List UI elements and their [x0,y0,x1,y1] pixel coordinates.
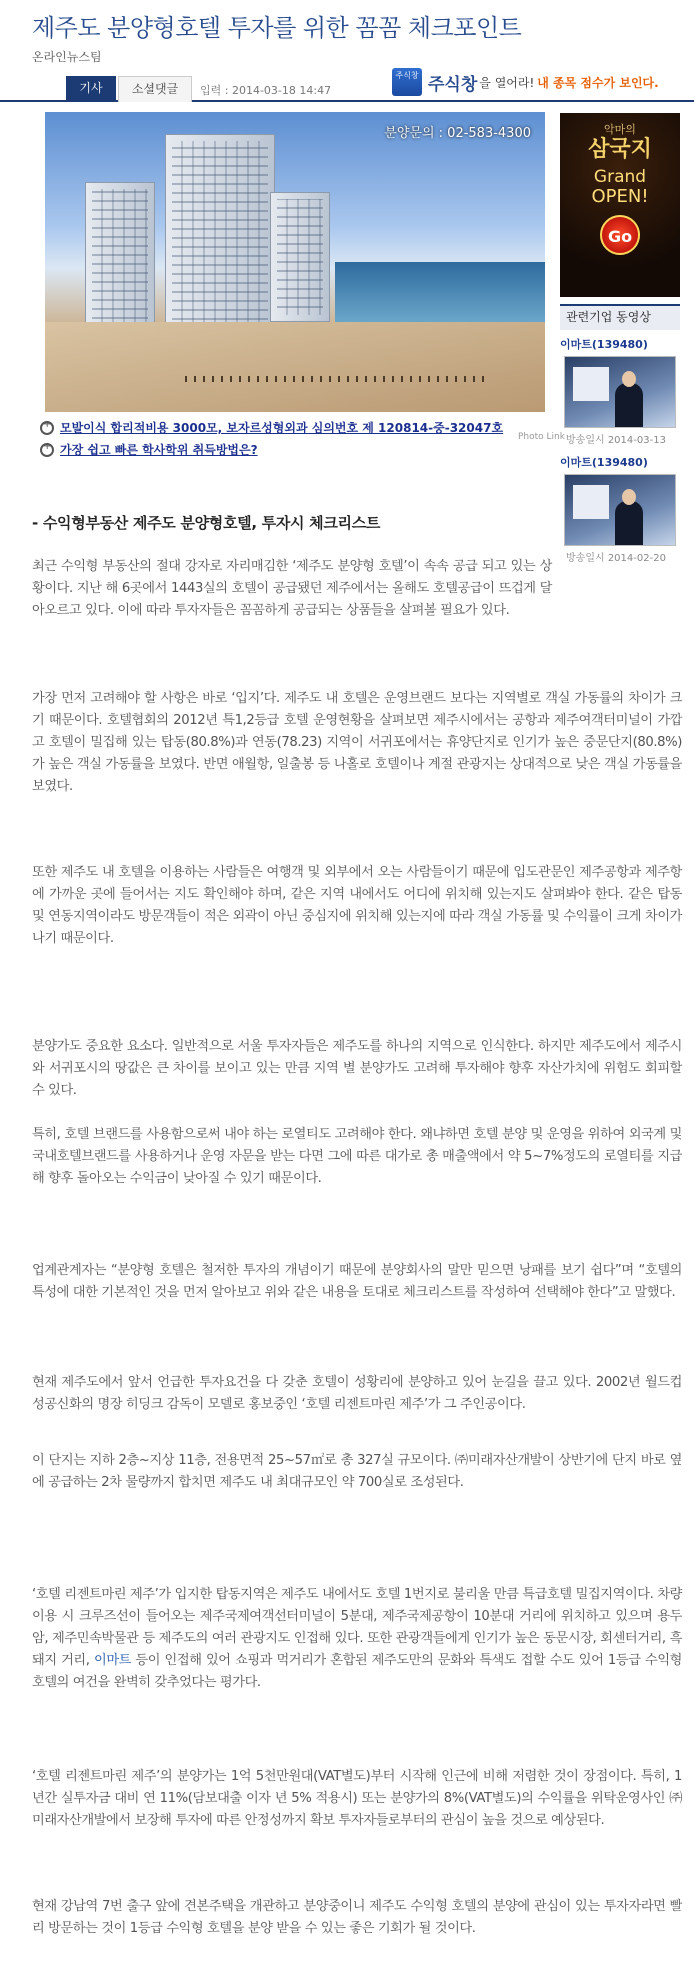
article-subhead: - 수익형부동산 제주도 분양형호텔, 투자시 체크리스트 [32,514,381,532]
paragraph: 또한 제주도 내 호텔을 이용하는 사람들은 여행객 및 외부에서 오는 사람들이기 때문에 입도관문인 제주공항과 제주항에 가까운 곳에 들어서는 지도 확인해야 하며, 같은 지역 내에서도 어디에 위치해 있는지도 살펴봐야 한다. 같은 탑동 및 연동지역이라도 방문객들이 적은 외곽이 아닌 중심지에 위치해 있는지에 따라 객실 가동률 및 수익률이 크게 차이가 나기 때문이다. [32,865,682,946]
photo-building-main [165,134,275,334]
emart-link[interactable]: 이마트 [93,1653,132,1668]
sales-phone: 분양문의 : 02-583-4300 [384,126,531,141]
video-company[interactable]: 이마트(139480) [560,456,648,469]
publish-date: 입력 : 2014-03-18 14:47 [200,84,332,97]
stock-app-promo[interactable] [392,66,659,98]
related-videos-header: 관련기업 동영상 [560,304,680,330]
tab-social-comments[interactable]: 소셜댓글 [118,76,192,102]
video-thumbnail[interactable] [564,356,676,428]
photo-link-logo[interactable]: Photo Link [518,432,565,442]
photo-sea [335,262,545,322]
stock-app-logo-icon: 주식창 [392,68,422,96]
ad-line2: 삼국지 [588,137,652,162]
photo-building-left [85,182,155,342]
ad-line1: 악마의 [604,123,636,136]
photo-beach [45,322,545,412]
promo-brand: 주식창 [428,74,478,95]
paragraph: 이 단지는 지하 2층~지상 11층, 전용면적 25~57㎡로 총 327실 규모이다. ㈜미래자산개발이 상반기에 단지 바로 옆에 공급하는 2차 물량까지 합치면 제주도 내 최대규모인 약 700실로 조성된다. [32,1453,682,1490]
article-source: 온라인뉴스팀 [32,50,102,64]
video-item[interactable] [560,454,680,564]
ad-go-button[interactable]: Go [600,215,640,255]
promo-text: 을 열어라! [479,75,535,90]
ad-line3: Grand [593,167,647,187]
ad-link-text[interactable]: 가장 쉽고 빠른 학사학위 취득방법은? [60,443,258,457]
paragraph: 업계관계자는 “분양형 호텔은 철저한 투자의 개념이기 때문에 분양회사의 말만 믿으면 낭패를 보기 쉽다”며 “호텔의 특성에 대한 기본적인 것을 먼저 알아보고 위와 같은 내용을 토대로 체크리스트를 작성하여 선택해야 한다”고 말했다. [32,1263,682,1300]
article-tabbar [0,71,694,102]
video-item[interactable] [560,336,680,446]
video-air-date: 방송일시 2014-02-20 [566,553,666,564]
ad-link-text[interactable]: 모발이식 합리적비용 3000모, 보자르성형외과 심의번호 제 120814-중-32047호 [60,421,504,435]
ad-link-1[interactable] [40,419,503,436]
video-thumbnail[interactable] [564,474,676,546]
paragraph: 가장 먼저 고려해야 할 사항은 바로 ‘입지’다. 제주도 내 호텔은 운영브랜드 보다는 지역별로 객실 가동률의 차이가 크기 때문이다. 호텔협회의 2012년 특1,2등급 호텔 운영현황을 살펴보면 제주시에서는 공항과 제주여객터미널이 가깝고 호텔이 밀집해 있는 탑동(80.8%)과 연동(78.23) 지역이 서귀포에서는 휴양단지로 인기가 높은 중문단지(80.8%)가 높은 객실 가동률을 보였다. 반면 애월항, 일출봉 등 나홀로 호텔이나 계절 관광지는 상대적으로 낮은 객실 가동률을 보였다. [32,691,682,794]
photo-building-right [270,192,330,322]
paragraph: 특히, 호텔 브랜드를 사용함으로써 내야 하는 로열티도 고려해야 한다. 왜냐하면 호텔 분양 및 운영을 위하여 외국계 및 국내호텔브랜드를 사용하거나 운영 자문을 받는 다면 그에 따른 대가로 총 매출액에서 약 5~7%정도의 로열티를 지급해 향후 돌아오는 수익금이 낮아질 수 있기 때문이다. [32,1127,682,1186]
tab-article[interactable]: 기사 [66,76,116,102]
video-air-date: 방송일시 2014-03-13 [566,435,666,446]
photo-people [185,376,485,382]
promo-highlight: 내 종목 점수가 보인다. [537,75,659,90]
ad-link-2[interactable] [40,441,258,458]
magnifier-plus-icon [40,443,54,457]
article-title: 제주도 분양형호텔 투자를 위한 꼼꼼 체크포인트 [32,14,522,42]
paragraph: 분양가도 중요한 요소다. 일반적으로 서울 투자자들은 제주도를 하나의 지역으로 인식한다. 하지만 제주도에서 제주시와 서귀포시의 땅값은 큰 차이를 보이고 있는 만큼 지역 별 분양가도 고려해 투자해야 향후 자산가치에 위험도 회피할 수 있다. [32,1039,682,1098]
paragraph: ‘호텔 리젠트마린 제주’가 입지한 탑동지역은 제주도 내에서도 호텔 1번지로 불리울 만큼 특급호텔 밀집지역이다. 차량 이용 시 크루즈선이 들어오는 제주국제여객선터미널이 5분대, 제주국제공항이 10분대 거리에 위치하고 있으며 용두암, 제주민속박물관 등 제주도의 여러 관광지도 인접해 있다. 또한 관광객들에게 인기가 높은 동문시장, 회센터거리, 흑돼지 거리, 이마트 등이 인접해 있어 쇼핑과 먹거리가 혼합된 제주도만의 문화와 특색도 접할 수도 있어 1등급 수익형 호텔의 여건을 완벽히 갖추었다는 평가다. [32,1587,682,1690]
paragraph: 현재 강남역 7번 출구 앞에 견본주택을 개관하고 분양중이니 제주도 수익형 호텔의 분양에 관심이 있는 투자자라면 빨리 방문하는 것이 1등급 수익형 호텔을 분양 받을 수 있는 좋은 기회가 될 것이다. [32,1899,682,1936]
paragraph: 최근 수익형 부동산의 절대 강자로 자리매김한 ‘제주도 분양형 호텔’이 속속 공급 되고 있는 상황이다. 지난 해 6곳에서 1443실의 호텔이 공급됐던 제주에서는 올해도 호텔공급이 뜨겁게 달아오르고 있다. 이에 따라 투자자들은 꼼꼼하게 공급되는 상품들을 살펴볼 필요가 있다. [32,559,552,618]
hotel-photo [45,112,545,412]
game-banner-ad[interactable] [560,113,680,297]
magnifier-plus-icon [40,421,54,435]
paragraph: 현재 제주도에서 앞서 언급한 투자요건을 다 갖춘 호텔이 성황리에 분양하고 있어 눈길을 끌고 있다. 2002년 월드컵 성공신화의 명장 히딩크 감독이 모델로 홍보중인 ‘호텔 리젠트마린 제주’가 그 주인공이다. [32,1375,682,1412]
ad-line4: OPEN! [591,186,649,207]
paragraph: ‘호텔 리젠트마린 제주’의 분양가는 1억 5천만원대(VAT별도)부터 시작해 인근에 비해 저렴한 것이 장점이다. 특히, 1년간 실투자금 대비 연 11%(담보대출 이자 년 5% 적용시) 또는 분양가의 8%(VAT별도)의 수익률을 위탁운영사인 ㈜미래자산개발에서 보장해 투자에 따른 안정성까지 확보 투자자들로부터의 관심이 높을 것으로 예상된다. [32,1769,682,1828]
video-company[interactable]: 이마트(139480) [560,338,648,351]
